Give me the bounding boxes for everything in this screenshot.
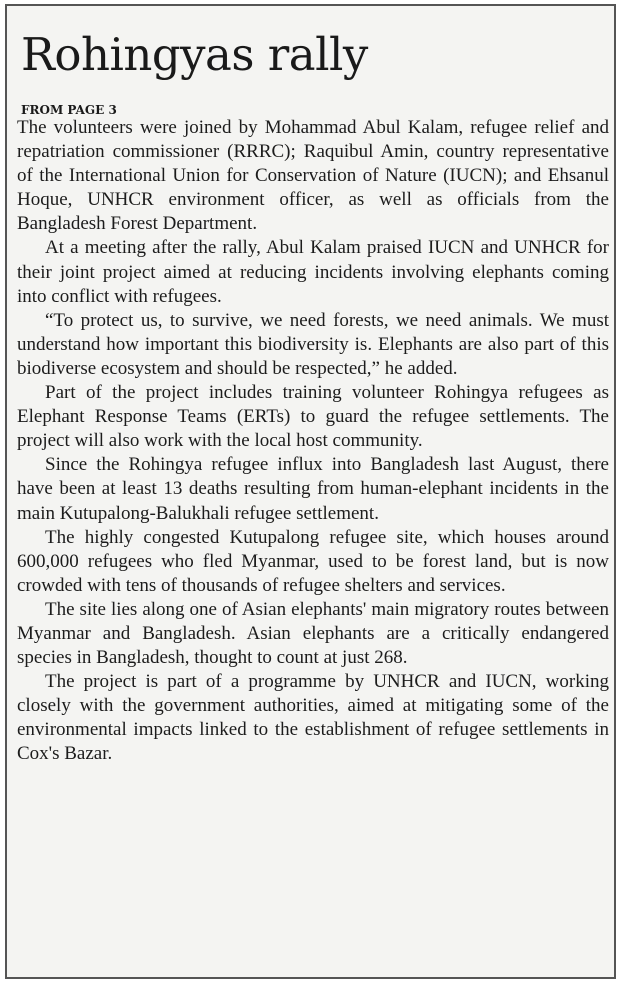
article-paragraph: The site lies along one of Asian elephants' main migratory routes between Myanmar and Bangladesh. Asian elephants are a critically endangered species in Bangladesh, thought to count at just 268. <box>17 598 609 669</box>
article-paragraph: Since the Rohingya refugee influx into Bangladesh last August, there have been at least 13 deaths resulting from human-elephant incidents in the main Kutupalong-Balukhali refugee settlement. <box>17 454 609 524</box>
article-paragraph: The project is part of a programme by UNHCR and IUCN, working closely with the government authorities, aimed at mitigating some of the environmental impacts linked to the establishment of refugee settlements in Cox's Bazar. <box>17 671 609 765</box>
article-headline: Rohingyas rally <box>21 28 368 81</box>
newspaper-clipping <box>5 4 616 979</box>
article-body <box>17 116 609 767</box>
article-paragraph: The highly congested Kutupalong refugee site, which houses around 600,000 refugees who fled Myanmar, used to be forest land, but is now crowded with tens of thousands of refugee shelters and services. <box>17 526 609 596</box>
article-paragraph: At a meeting after the rally, Abul Kalam praised IUCN and UNHCR for their joint project aimed at reducing incidents involving elephants coming into conflict with refugees. <box>17 237 609 307</box>
article-paragraph: Part of the project includes training volunteer Rohingya refugees as Elephant Response Teams (ERTs) to guard the refugee settlements. The project will also work with the local host community. <box>17 382 609 452</box>
continued-from-label: FROM PAGE 3 <box>21 103 117 117</box>
article-paragraph: “To protect us, to survive, we need forests, we need animals. We must understand how important this biodiversity is. Elephants are also part of this biodiverse ecosystem and should be respected,” he added. <box>17 309 609 379</box>
article-paragraph: The volunteers were joined by Mohammad Abul Kalam, refugee relief and repatriation commissioner (RRRC); Raquibul Amin, country representative of the International Union for Conservation of Nature (IUCN); and Ehsanul Hoque, UNHCR environment officer, as well as officials from the Bangladesh Forest Department. <box>17 117 609 235</box>
